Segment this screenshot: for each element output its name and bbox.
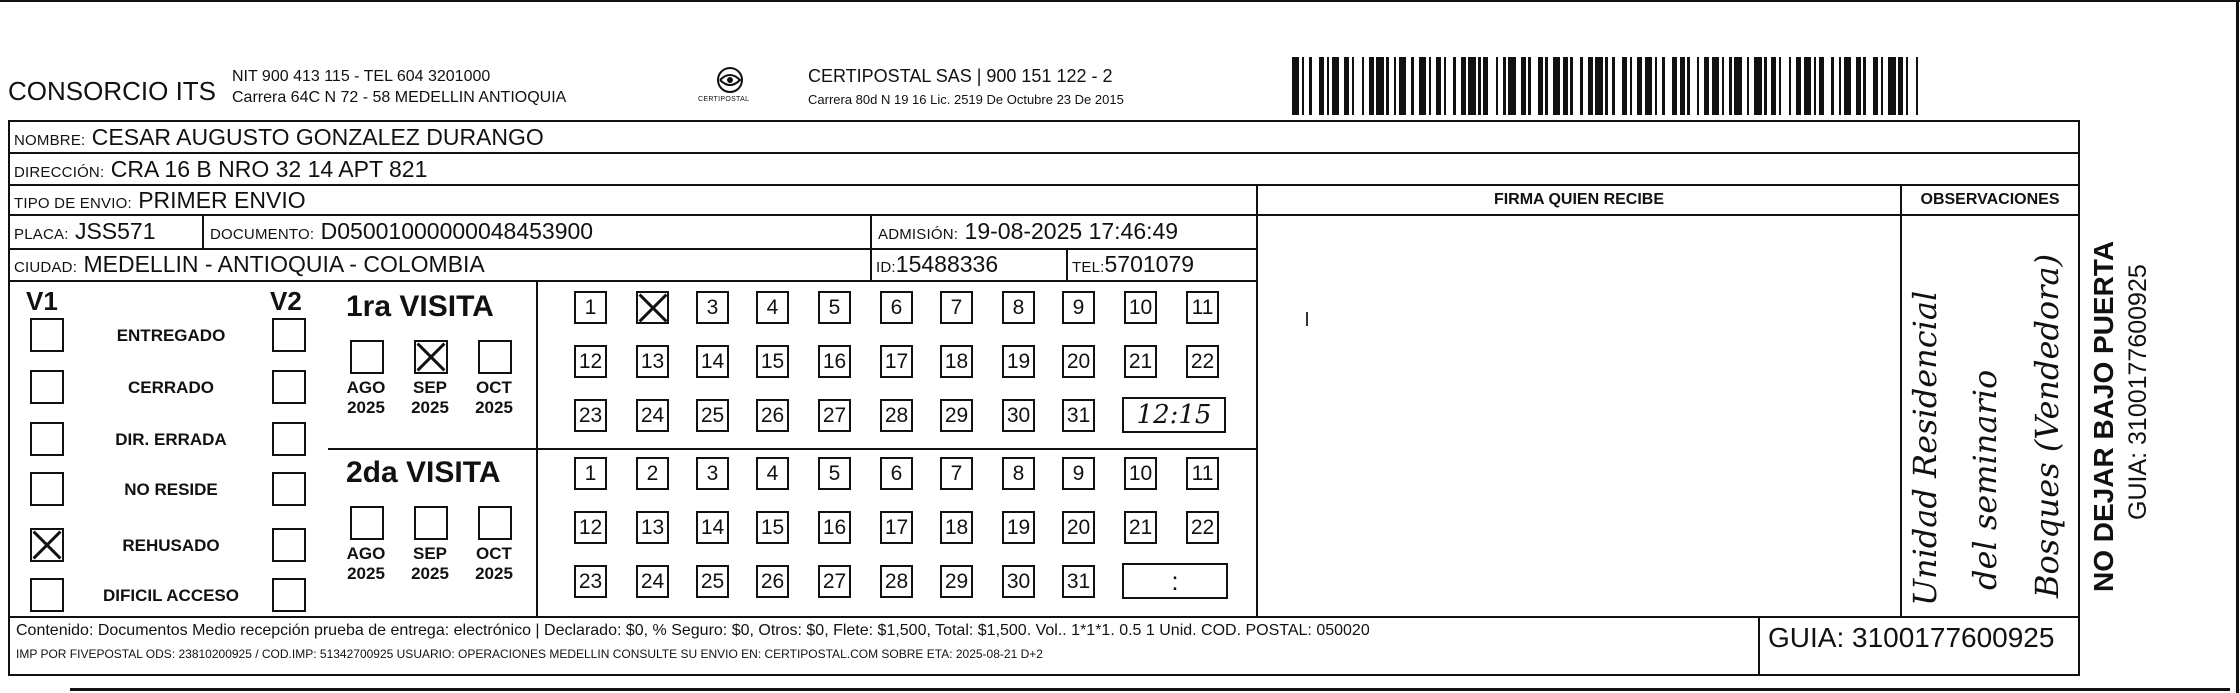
day-box[interactable]: 23 bbox=[574, 565, 607, 598]
day-box[interactable]: 13 bbox=[636, 345, 669, 378]
v1-checkbox[interactable] bbox=[30, 370, 64, 404]
day-box[interactable]: 15 bbox=[756, 511, 789, 544]
day-box[interactable]: 21 bbox=[1124, 345, 1157, 378]
day-box[interactable]: 5 bbox=[818, 291, 851, 324]
barcode-bar bbox=[1376, 57, 1383, 115]
month-name: SEP bbox=[412, 378, 448, 397]
v1-checkbox[interactable] bbox=[30, 528, 64, 562]
v2-header: V2 bbox=[270, 286, 302, 316]
grid-line bbox=[8, 674, 2080, 676]
nombre-row bbox=[14, 123, 544, 155]
top-border bbox=[0, 0, 2240, 2]
month-label bbox=[406, 378, 454, 418]
day-box[interactable]: 3 bbox=[696, 291, 729, 324]
day-box[interactable]: 2 bbox=[636, 457, 669, 490]
grid-line bbox=[202, 214, 204, 248]
barcode-bar bbox=[1804, 57, 1811, 115]
right-border bbox=[2236, 0, 2239, 693]
day-box[interactable]: 11 bbox=[1186, 291, 1219, 324]
barcode-bar bbox=[1508, 57, 1515, 115]
month-year: 2025 bbox=[347, 398, 385, 417]
tipo-envio-label: TIPO DE ENVIO: bbox=[14, 195, 132, 212]
barcode-gap bbox=[1354, 57, 1361, 115]
day-box[interactable]: 27 bbox=[818, 565, 851, 598]
barcode-gap bbox=[1690, 57, 1697, 115]
id-value: 15488336 bbox=[895, 251, 999, 277]
barcode-bar bbox=[1888, 57, 1895, 115]
day-box[interactable]: 18 bbox=[940, 511, 973, 544]
day-box[interactable]: 25 bbox=[696, 565, 729, 598]
observacion-line: Bosques (Vendedora) bbox=[2028, 253, 2066, 598]
barcode-bar bbox=[1645, 57, 1652, 115]
company-name: CONSORCIO ITS bbox=[8, 76, 217, 106]
day-box[interactable]: 8 bbox=[1002, 291, 1035, 324]
month-year: 2025 bbox=[475, 564, 513, 583]
day-box[interactable]: 10 bbox=[1124, 457, 1157, 490]
observacion-line: del seminario bbox=[1966, 369, 2004, 590]
day-box[interactable]: 31 bbox=[1062, 565, 1095, 598]
grid-line bbox=[8, 120, 2080, 122]
month-label bbox=[342, 544, 390, 584]
tipo-envio-row bbox=[14, 186, 306, 218]
visit-time[interactable]: 12:15 bbox=[1122, 397, 1226, 433]
barcode bbox=[1292, 57, 1924, 115]
barcode-bar bbox=[1595, 57, 1602, 115]
firma-header: FIRMA QUIEN RECIBE bbox=[1493, 191, 1665, 208]
grid-line bbox=[1758, 616, 1760, 676]
documento-value: D05001000000048453900 bbox=[320, 218, 594, 244]
nombre-value: CESAR AUGUSTO GONZALEZ DURANGO bbox=[91, 124, 544, 150]
no-dejar-bajo-puerta: NO DEJAR BAJO PUERTA bbox=[2088, 240, 2119, 592]
day-box[interactable]: 3 bbox=[696, 457, 729, 490]
day-box[interactable]: 22 bbox=[1186, 345, 1219, 378]
status-label: REHUSADO bbox=[122, 536, 220, 555]
placa-value: JSS571 bbox=[74, 218, 156, 244]
barcode-gap bbox=[1531, 57, 1538, 115]
barcode-gap bbox=[1918, 57, 1923, 115]
status-label: DIR. ERRADA bbox=[115, 430, 227, 449]
footer-guia: GUIA: 3100177600925 bbox=[1768, 622, 2055, 653]
day-box[interactable]: 7 bbox=[940, 457, 973, 490]
v2-checkbox[interactable] bbox=[272, 318, 306, 352]
day-box[interactable]: 29 bbox=[940, 565, 973, 598]
courier-address: Carrera 80d N 19 16 Lic. 2519 De Octubre 23 De 2015 bbox=[808, 92, 1124, 107]
barcode-gap bbox=[1446, 57, 1453, 115]
month-name: SEP bbox=[412, 544, 448, 563]
barcode-gap bbox=[1866, 57, 1873, 115]
barcode-bar bbox=[1844, 57, 1851, 115]
month-checkbox[interactable] bbox=[350, 506, 384, 540]
day-box[interactable]: 31 bbox=[1062, 399, 1095, 432]
barcode-bar bbox=[1553, 57, 1560, 115]
grid-line bbox=[2078, 120, 2080, 676]
barcode-gap bbox=[1908, 57, 1915, 115]
month-name: OCT bbox=[476, 544, 512, 563]
day-box[interactable]: 1 bbox=[574, 457, 607, 490]
day-box[interactable]: 5 bbox=[818, 457, 851, 490]
v1-checkbox[interactable] bbox=[30, 422, 64, 456]
documento-field bbox=[210, 217, 593, 249]
day-box[interactable]: 9 bbox=[1062, 291, 1095, 324]
observacion-line: Unidad Residencial bbox=[1906, 290, 1944, 606]
documento-label: DOCUMENTO: bbox=[210, 226, 315, 243]
v2-checkbox[interactable] bbox=[272, 578, 306, 612]
day-box[interactable]: 26 bbox=[756, 399, 789, 432]
month-checkbox[interactable] bbox=[350, 340, 384, 374]
barcode-gap bbox=[1665, 57, 1672, 115]
day-box[interactable]: 14 bbox=[696, 345, 729, 378]
direccion-value: CRA 16 B NRO 32 14 APT 821 bbox=[110, 156, 428, 182]
barcode-gap bbox=[1488, 57, 1495, 115]
month-label bbox=[342, 378, 390, 418]
day-box[interactable]: 18 bbox=[940, 345, 973, 378]
barcode-bar bbox=[1754, 57, 1761, 115]
grid-line bbox=[1256, 184, 1258, 616]
day-box[interactable]: 25 bbox=[696, 399, 729, 432]
barcode-bar bbox=[1419, 57, 1426, 115]
ciudad-label: CIUDAD: bbox=[14, 259, 78, 276]
day-box[interactable]: 23 bbox=[574, 399, 607, 432]
barcode-bar bbox=[1399, 57, 1406, 115]
day-box[interactable]: 14 bbox=[696, 511, 729, 544]
logo-caption: CERTIPOSTAL bbox=[698, 96, 750, 103]
month-name: AGO bbox=[346, 378, 386, 397]
id-label: ID: bbox=[876, 259, 896, 276]
v1-checkbox[interactable] bbox=[30, 578, 64, 612]
barcode-gap bbox=[1824, 57, 1831, 115]
day-box[interactable]: 17 bbox=[880, 345, 913, 378]
day-box[interactable]: 12 bbox=[574, 511, 607, 544]
status-label: DIFICIL ACCESO bbox=[102, 586, 239, 605]
footer-contenido: Contenido: Documentos Medio recepción prueba de entrega: electrónico | Declarado: $0, % Seguro: $0, Otros: $0, Flete: $1,500, Total: $1,500. Vol.. 1*1*1. 0.5 1 Unid. COD. POSTAL: 050020 bbox=[16, 622, 1370, 639]
day-box[interactable]: 4 bbox=[756, 457, 789, 490]
day-box[interactable]: 13 bbox=[636, 511, 669, 544]
day-box[interactable]: 17 bbox=[880, 511, 913, 544]
tel-field bbox=[1072, 250, 1194, 282]
visit2-title: 2da VISITA bbox=[346, 456, 501, 489]
barcode-bar bbox=[1332, 57, 1339, 115]
month-year: 2025 bbox=[411, 564, 449, 583]
barcode-bar bbox=[1292, 57, 1299, 115]
month-year: 2025 bbox=[475, 398, 513, 417]
v1-checkbox[interactable] bbox=[30, 318, 64, 352]
ciudad-value: MEDELLIN - ANTIOQUIA - COLOMBIA bbox=[83, 251, 485, 277]
status-label: ENTREGADO bbox=[116, 326, 226, 345]
grid-line bbox=[328, 448, 1258, 450]
barcode-bar bbox=[1734, 57, 1741, 115]
bottom-border bbox=[70, 688, 2230, 691]
footer-impresion: IMP POR FIVEPOSTAL ODS: 23810200925 / COD.IMP: 51342700925 USUARIO: OPERACIONES MEDELLIN CONSULTE SU ENVIO EN: CERTIPOSTAL.COM SOBRE ETA: 2025-08-21 D+2 bbox=[16, 647, 1043, 661]
barcode-gap bbox=[1573, 57, 1580, 115]
status-label: NO RESIDE bbox=[124, 480, 218, 499]
nombre-label: NOMBRE: bbox=[14, 132, 86, 149]
month-year: 2025 bbox=[347, 564, 385, 583]
admision-value: 19-08-2025 17:46:49 bbox=[964, 218, 1179, 244]
barcode-gap bbox=[1312, 57, 1319, 115]
id-field bbox=[876, 250, 998, 282]
day-box[interactable]: 11 bbox=[1186, 457, 1219, 490]
v2-checkbox[interactable] bbox=[272, 472, 306, 506]
grid-line bbox=[8, 120, 10, 676]
v1-header: V1 bbox=[26, 286, 58, 316]
day-box[interactable]: 7 bbox=[940, 291, 973, 324]
day-box[interactable]: 30 bbox=[1002, 565, 1035, 598]
firma-mark bbox=[1306, 312, 1308, 326]
tel-label: TEL: bbox=[1072, 259, 1105, 276]
day-box[interactable]: 6 bbox=[880, 291, 913, 324]
day-box[interactable]: 10 bbox=[1124, 291, 1157, 324]
nit-line: NIT 900 413 115 - TEL 604 3201000 bbox=[232, 68, 491, 85]
placa-field bbox=[14, 217, 156, 249]
day-box[interactable]: 15 bbox=[756, 345, 789, 378]
barcode-bar bbox=[1712, 57, 1719, 115]
grid-line bbox=[870, 214, 872, 280]
admision-field bbox=[878, 217, 1178, 249]
day-box[interactable]: 9 bbox=[1062, 457, 1095, 490]
ciudad-field bbox=[14, 250, 485, 282]
side-guia: GUIA: 3100177600925 bbox=[2124, 264, 2152, 520]
grid-line bbox=[1066, 248, 1068, 280]
day-box[interactable] bbox=[636, 291, 669, 324]
day-box[interactable]: 20 bbox=[1062, 511, 1095, 544]
day-box[interactable]: 6 bbox=[880, 457, 913, 490]
month-label bbox=[470, 544, 518, 584]
month-checkbox[interactable] bbox=[414, 506, 448, 540]
day-box[interactable]: 28 bbox=[880, 399, 913, 432]
day-box[interactable]: 30 bbox=[1002, 399, 1035, 432]
day-box[interactable]: 28 bbox=[880, 565, 913, 598]
barcode-gap bbox=[1615, 57, 1622, 115]
grid-line bbox=[8, 616, 2080, 618]
courier-info bbox=[808, 64, 1124, 112]
admision-label: ADMISIÓN: bbox=[878, 226, 959, 243]
month-year: 2025 bbox=[411, 398, 449, 417]
grid-line bbox=[1900, 184, 1902, 616]
courier-nit: CERTIPOSTAL SAS | 900 151 122 - 2 bbox=[808, 66, 1113, 86]
month-checkbox[interactable] bbox=[478, 340, 512, 374]
day-box[interactable]: 20 bbox=[1062, 345, 1095, 378]
barcode-gap bbox=[1781, 57, 1788, 115]
day-box[interactable]: 1 bbox=[574, 291, 607, 324]
visit1-title: 1ra VISITA bbox=[346, 290, 494, 323]
status-label: CERRADO bbox=[128, 378, 214, 397]
day-box[interactable]: 4 bbox=[756, 291, 789, 324]
day-box[interactable]: 24 bbox=[636, 565, 669, 598]
month-label bbox=[470, 378, 518, 418]
month-checkbox[interactable] bbox=[478, 506, 512, 540]
day-box[interactable]: 22 bbox=[1186, 511, 1219, 544]
day-box[interactable]: 16 bbox=[818, 511, 851, 544]
direccion-label: DIRECCIÓN: bbox=[14, 164, 105, 181]
v2-checkbox[interactable] bbox=[272, 528, 306, 562]
day-box[interactable]: 29 bbox=[940, 399, 973, 432]
day-box[interactable]: 24 bbox=[636, 399, 669, 432]
company-contact bbox=[232, 66, 566, 108]
placa-label: PLACA: bbox=[14, 226, 69, 243]
month-name: OCT bbox=[476, 378, 512, 397]
day-box[interactable]: 12 bbox=[574, 345, 607, 378]
direccion-row bbox=[14, 155, 427, 187]
v2-checkbox[interactable] bbox=[272, 422, 306, 456]
day-box[interactable]: 8 bbox=[1002, 457, 1035, 490]
observaciones-header: OBSERVACIONES bbox=[1920, 191, 2060, 208]
month-checkbox[interactable] bbox=[414, 340, 448, 374]
day-box[interactable]: 26 bbox=[756, 565, 789, 598]
day-box[interactable]: 27 bbox=[818, 399, 851, 432]
month-name: AGO bbox=[346, 544, 386, 563]
visit-time[interactable]: : bbox=[1122, 563, 1228, 599]
month-label bbox=[406, 544, 454, 584]
v2-checkbox[interactable] bbox=[272, 370, 306, 404]
day-box[interactable]: 19 bbox=[1002, 345, 1035, 378]
day-box[interactable]: 16 bbox=[818, 345, 851, 378]
company-address: Carrera 64C N 72 - 58 MEDELLIN ANTIOQUIA bbox=[232, 89, 567, 106]
day-box[interactable]: 21 bbox=[1124, 511, 1157, 544]
day-box[interactable]: 19 bbox=[1002, 511, 1035, 544]
grid-line bbox=[1258, 214, 2078, 216]
v1-checkbox[interactable] bbox=[30, 472, 64, 506]
tel-value: 5701079 bbox=[1104, 251, 1195, 277]
barcode-bar bbox=[1468, 57, 1475, 115]
tipo-envio-value: PRIMER ENVIO bbox=[138, 187, 306, 213]
